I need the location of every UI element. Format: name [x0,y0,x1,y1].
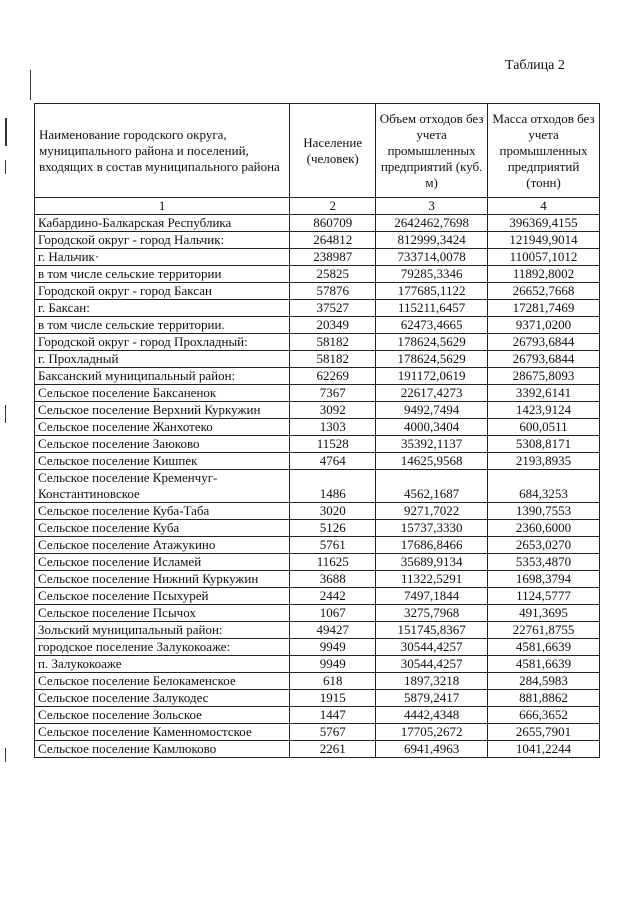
cell-mass: 26652,7668 [488,283,600,300]
cell-population: 9949 [290,639,376,656]
table-row [35,520,600,537]
cell-population: 11528 [290,436,376,453]
cell-mass: 396369,4155 [488,215,600,232]
cell-volume: 115211,6457 [376,300,488,317]
cell-name: Сельское поселение Залукодес [35,690,290,707]
margin-mark-3 [5,405,6,423]
cell-population: 11625 [290,554,376,571]
cell-volume: 17705,2672 [376,724,488,741]
cell-name: Сельское поселение Атажукино [35,537,290,554]
cell-volume: 191172,0619 [376,368,488,385]
cell-name: Городской округ - город Баксан [35,283,290,300]
margin-mark-1 [5,118,7,146]
cell-volume: 79285,3346 [376,266,488,283]
cell-volume: 35689,9134 [376,554,488,571]
cell-mass: 26793,6844 [488,334,600,351]
cell-population: 49427 [290,622,376,639]
cell-volume: 11322,5291 [376,571,488,588]
table-row [35,334,600,351]
cell-population: 1915 [290,690,376,707]
cell-mass: 5308,8171 [488,436,600,453]
cell-volume: 4000,3404 [376,419,488,436]
cell-volume: 178624,5629 [376,351,488,368]
table-caption: Таблица 2 [505,58,565,73]
table-row [35,283,600,300]
cell-volume: 1897,3218 [376,673,488,690]
cell-name: Сельское поселение Куба-Таба [35,503,290,520]
cell-volume: 4562,1687 [376,470,488,503]
cell-name: в том числе сельские территории [35,266,290,283]
table-row [35,707,600,724]
cell-mass: 11892,8002 [488,266,600,283]
cell-name: Сельское поселение Псычох [35,605,290,622]
cell-population: 1303 [290,419,376,436]
cell-name: п. Залукокоаже [35,656,290,673]
cell-volume: 30544,4257 [376,639,488,656]
cell-mass: 2655,7901 [488,724,600,741]
cell-mass: 26793,6844 [488,351,600,368]
table-row [35,232,600,249]
cell-name: Сельское поселение Псыхурей [35,588,290,605]
cell-mass: 5353,4870 [488,554,600,571]
cell-population: 618 [290,673,376,690]
cell-name: Сельское поселение Верхний Куркужин [35,402,290,419]
cell-population: 3092 [290,402,376,419]
cell-mass: 9371,0200 [488,317,600,334]
cell-volume: 812999,3424 [376,232,488,249]
cell-mass: 3392,6141 [488,385,600,402]
cell-name: Сельское поселение Исламей [35,554,290,571]
cell-volume: 5879,2417 [376,690,488,707]
cell-mass: 666,3652 [488,707,600,724]
cell-population: 58182 [290,351,376,368]
table-row [35,571,600,588]
cell-volume: 177685,1122 [376,283,488,300]
cell-mass: 22761,8755 [488,622,600,639]
cell-mass: 491,3695 [488,605,600,622]
cell-name: Баксанский муниципальный район: [35,368,290,385]
cell-name: городское поселение Залукокоаже: [35,639,290,656]
cell-name: Сельское поселение Каменномостское [35,724,290,741]
cell-mass: 2193,8935 [488,453,600,470]
cell-volume: 7497,1844 [376,588,488,605]
table-row [35,368,600,385]
cell-volume: 14625,9568 [376,453,488,470]
cell-population: 1486 [290,470,376,503]
cell-population: 5761 [290,537,376,554]
cell-volume: 17686,8466 [376,537,488,554]
cell-mass: 1041,2244 [488,741,600,758]
table-row [35,436,600,453]
cell-population: 57876 [290,283,376,300]
cell-volume: 4442,4348 [376,707,488,724]
cell-mass: 1390,7553 [488,503,600,520]
cell-name: Сельское поселение Белокаменское [35,673,290,690]
header-volume: Объем отходов без учета промышленных предприятий (куб. м) [376,104,488,198]
cell-population: 1447 [290,707,376,724]
cell-mass: 2653,0270 [488,537,600,554]
cell-volume: 15737,3330 [376,520,488,537]
cell-population: 5126 [290,520,376,537]
cell-volume: 62473,4665 [376,317,488,334]
margin-mark-2 [5,160,6,174]
cell-population: 2442 [290,588,376,605]
cell-volume: 9492,7494 [376,402,488,419]
table-row [35,215,600,232]
cell-population: 264812 [290,232,376,249]
cell-volume: 151745,8367 [376,622,488,639]
table-row [35,741,600,758]
cell-mass: 600,0511 [488,419,600,436]
cell-volume: 733714,0078 [376,249,488,266]
cell-mass: 1423,9124 [488,402,600,419]
cell-name: Сельское поселение Заюково [35,436,290,453]
cell-population: 58182 [290,334,376,351]
cell-population: 3688 [290,571,376,588]
margin-mark-5 [30,70,31,100]
margin-mark-4 [5,748,6,762]
column-number-row [35,198,600,215]
column-number: 1 [35,198,290,215]
cell-name: г. Прохладный [35,351,290,368]
cell-population: 7367 [290,385,376,402]
waste-table [34,103,600,758]
cell-volume: 22617,4273 [376,385,488,402]
cell-name: Сельское поселение Жанхотеко [35,419,290,436]
column-number: 4 [488,198,600,215]
cell-population: 4764 [290,453,376,470]
cell-mass: 1698,3794 [488,571,600,588]
cell-mass: 1124,5777 [488,588,600,605]
table-row [35,605,600,622]
cell-mass: 110057,1012 [488,249,600,266]
cell-name: Сельское поселение Куба [35,520,290,537]
cell-name: Сельское поселение Кишпек [35,453,290,470]
table-row [35,266,600,283]
table-row [35,673,600,690]
cell-population: 62269 [290,368,376,385]
header-name: Наименование городского округа, муниципального района и поселений, входящих в состав муниципального района [35,104,290,198]
cell-volume: 35392,1137 [376,436,488,453]
cell-population: 2261 [290,741,376,758]
table-row [35,351,600,368]
table-row [35,385,600,402]
cell-mass: 121949,9014 [488,232,600,249]
column-number: 2 [290,198,376,215]
cell-mass: 284,5983 [488,673,600,690]
cell-name: Городской округ - город Нальчик: [35,232,290,249]
cell-name: Сельское поселение Кременчуг-Константиновское [35,470,290,503]
cell-volume: 178624,5629 [376,334,488,351]
cell-name: в том числе сельские территории. [35,317,290,334]
table-row [35,724,600,741]
header-population: Население (человек) [290,104,376,198]
table-row [35,622,600,639]
cell-volume: 6941,4963 [376,741,488,758]
cell-volume: 9271,7022 [376,503,488,520]
cell-volume: 3275,7968 [376,605,488,622]
cell-name: Сельское поселение Зольское [35,707,290,724]
cell-population: 860709 [290,215,376,232]
cell-name: Кабардино-Балкарская Республика [35,215,290,232]
cell-mass: 4581,6639 [488,656,600,673]
table-row [35,402,600,419]
cell-mass: 881,8862 [488,690,600,707]
cell-name: Сельское поселение Нижний Куркужин [35,571,290,588]
cell-name: г. Нальчик· [35,249,290,266]
table-row [35,453,600,470]
cell-name: Городской округ - город Прохладный: [35,334,290,351]
cell-volume: 2642462,7698 [376,215,488,232]
cell-population: 37527 [290,300,376,317]
cell-mass: 2360,6000 [488,520,600,537]
cell-population: 1067 [290,605,376,622]
table-row [35,639,600,656]
cell-name: Сельское поселение Камлюково [35,741,290,758]
table-row [35,317,600,334]
cell-mass: 684,3253 [488,470,600,503]
table-row [35,656,600,673]
cell-population: 20349 [290,317,376,334]
cell-population: 238987 [290,249,376,266]
table-row [35,300,600,317]
column-number: 3 [376,198,488,215]
cell-population: 5767 [290,724,376,741]
cell-mass: 17281,7469 [488,300,600,317]
table-row [35,470,600,503]
table-row [35,588,600,605]
cell-volume: 30544,4257 [376,656,488,673]
cell-mass: 28675,8093 [488,368,600,385]
table-row [35,503,600,520]
cell-population: 9949 [290,656,376,673]
cell-mass: 4581,6639 [488,639,600,656]
cell-population: 3020 [290,503,376,520]
table-body [35,215,600,758]
cell-name: Сельское поселение Баксаненок [35,385,290,402]
table-row [35,554,600,571]
table-row [35,537,600,554]
header-mass: Масса отходов без учета промышленных предприятий (тонн) [488,104,600,198]
cell-name: г. Баксан: [35,300,290,317]
header-row [35,104,600,198]
table-row [35,690,600,707]
cell-population: 25825 [290,266,376,283]
cell-name: Зольский муниципальный район: [35,622,290,639]
table-row [35,419,600,436]
table-row [35,249,600,266]
